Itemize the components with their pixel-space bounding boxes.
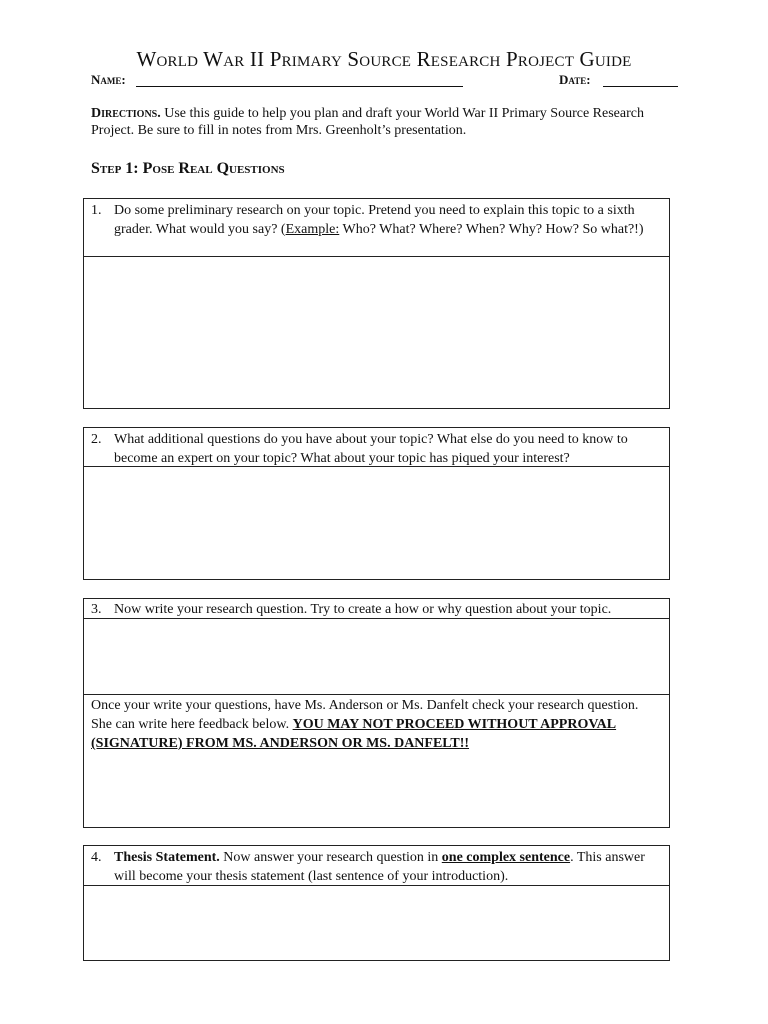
answer-area-4[interactable] (84, 886, 669, 960)
question-4-prompt: 4. Thesis Statement. Now answer your research question in one complex sentence. This answer will become your thesis statement (last sentence of your introduction). (84, 846, 669, 886)
answer-area-1[interactable] (84, 257, 669, 408)
step1-heading: Step 1: Pose Real Questions (91, 160, 285, 177)
name-label: Name: (91, 72, 126, 87)
name-date-row (91, 72, 681, 92)
answer-area-3[interactable] (84, 619, 669, 694)
thesis-label: Thesis Statement. (114, 850, 220, 865)
date-label: Date: (559, 72, 591, 87)
teacher-feedback-area[interactable]: Once your write your questions, have Ms. Anderson or Ms. Danfelt check your research question. She can write here feedback below. YOU MAY NOT PROCEED WITHOUT APPROVAL (SIGNATURE) FROM MS. ANDERSON OR MS. DANFELT!! (84, 694, 669, 827)
question-3-prompt: 3. Now write your research question. Try to create a how or why question about your topic. (84, 599, 669, 619)
directions-text: Use this guide to help you plan and draft your World War II Primary Source Research Project. Be sure to fill in notes from Mrs. Greenholt’s presentation. (91, 106, 644, 138)
question-number: 1. (91, 203, 102, 218)
question-box-2 (83, 427, 670, 580)
name-field-line[interactable] (136, 86, 463, 87)
question-box-1 (83, 198, 670, 409)
question-number: 4. (91, 850, 102, 865)
question-2-prompt: 2. What additional questions do you have about your topic? What else do you need to know to become an expert on your topic? What about your topic has piqued your interest? (84, 428, 669, 467)
question-1-prompt: 1. Do some preliminary research on your topic. Pretend you need to explain this topic to a sixth grader. What would you say? (Example: Who? What? Where? When? Why? How? So what?!) (84, 199, 669, 257)
question-number: 2. (91, 432, 102, 447)
question-number: 3. (91, 602, 102, 617)
question-box-3 (83, 598, 670, 828)
directions (91, 105, 671, 139)
answer-area-2[interactable] (84, 467, 669, 579)
one-complex-sentence: one complex sentence (441, 850, 571, 865)
example-label: Example: (285, 222, 340, 237)
directions-label: Directions. (91, 106, 161, 121)
page-title: World War II Primary Source Research Project Guide (136, 47, 632, 71)
question-box-4 (83, 845, 670, 961)
date-field-line[interactable] (603, 86, 678, 87)
approval-warning: YOU MAY NOT PROCEED WITHOUT APPROVAL (SIGNATURE) FROM MS. ANDERSON OR MS. DANFELT!! (91, 717, 617, 751)
